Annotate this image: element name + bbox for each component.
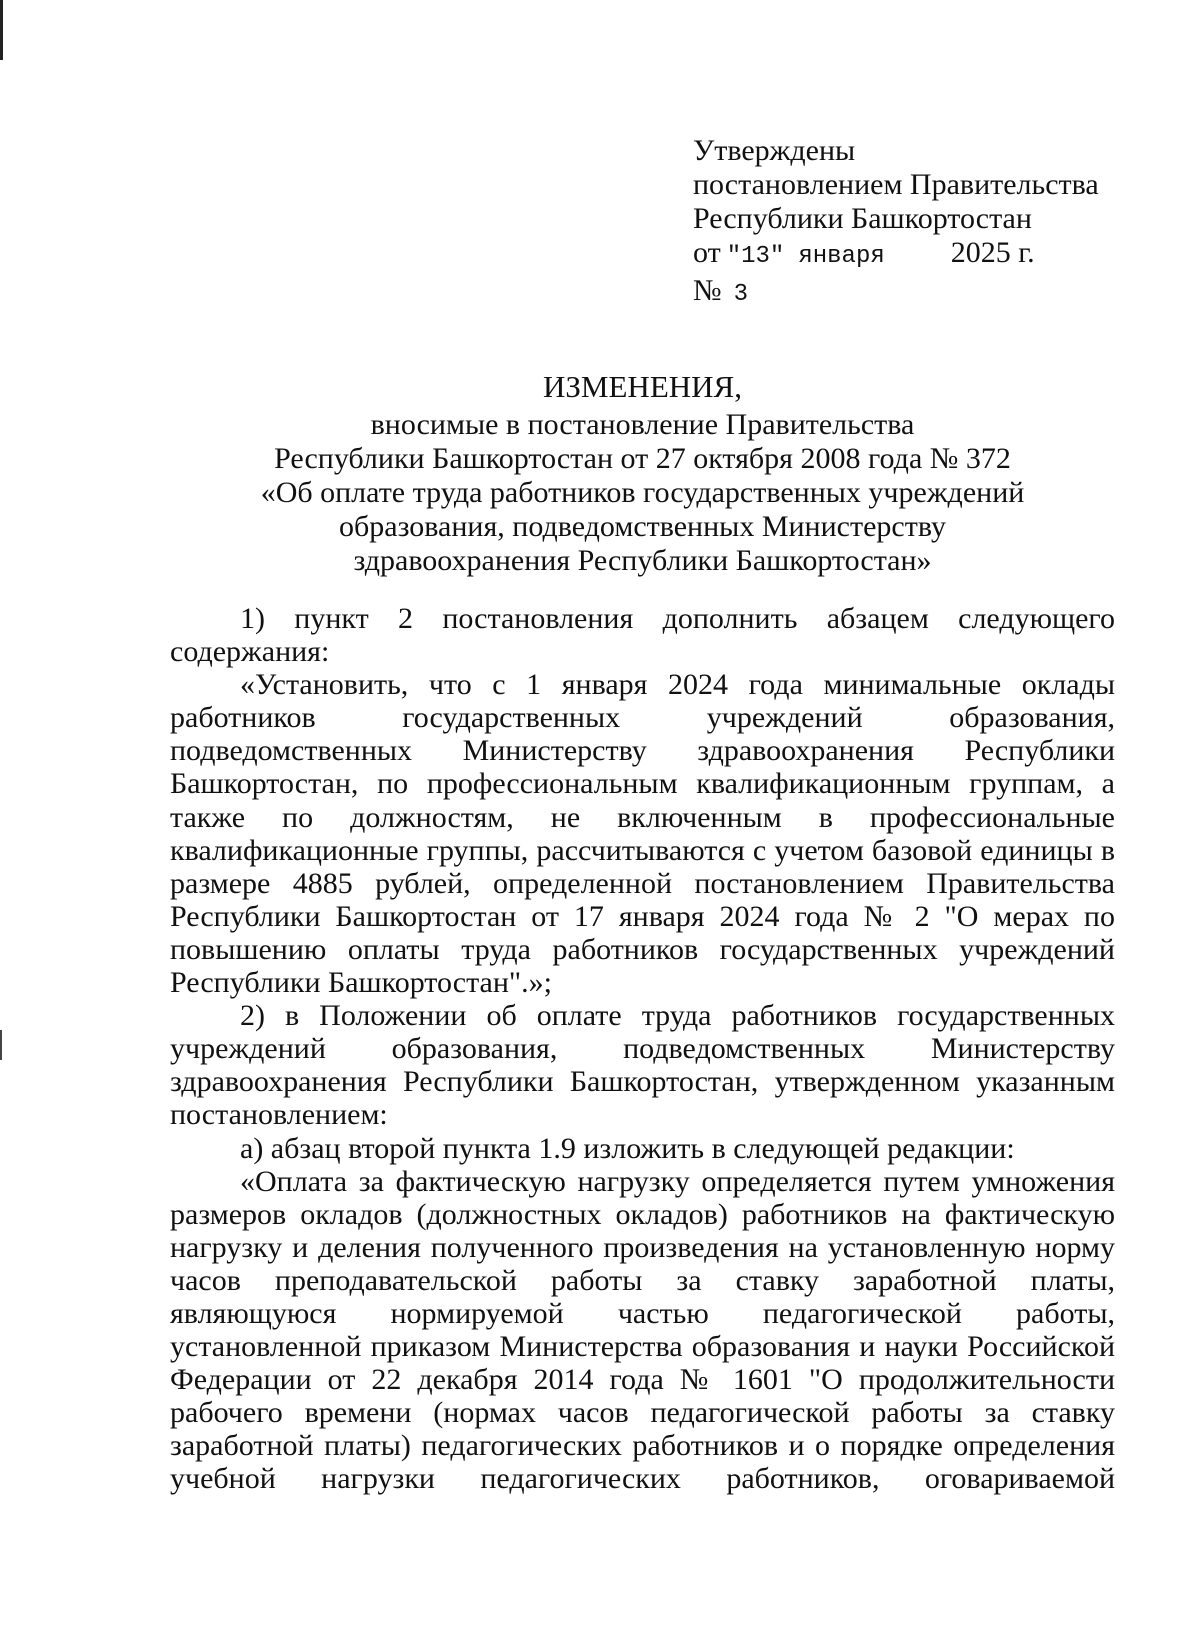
title-heading: ИЗМЕНЕНИЯ, — [543, 369, 742, 404]
body-paragraph: 2) в Положении об оплате труда работников государственных учреждений образования, подведомственных Министерству здравоохранения Республики Башкортостан, утвержденном указанным постановлением: — [170, 999, 1115, 1132]
date-day: "13" — [726, 243, 785, 270]
approval-line: Утверждены — [693, 134, 856, 167]
number-prefix: № — [693, 274, 722, 307]
document-body — [170, 602, 1115, 1496]
title-line: вносимые в постановление Правительства — [370, 408, 915, 441]
title-line: «Об оплате труда работников государственных учреждений — [260, 476, 1025, 509]
approval-stamp-block — [693, 134, 1099, 312]
title-line: образования, подведомственных Министерству — [339, 510, 946, 543]
title-line: здравоохранения Республики Башкортостан» — [353, 544, 932, 577]
date-month: января — [798, 243, 885, 270]
number-value: 3 — [733, 281, 749, 308]
approval-line: постановлением Правительства — [693, 168, 1099, 201]
date-prefix: от — [693, 236, 721, 269]
document-title — [170, 368, 1115, 578]
body-paragraph: а) абзац второй пункта 1.9 изложить в следующей редакции: — [240, 1131, 1015, 1165]
approval-date — [693, 236, 1099, 274]
body-paragraph: «Оплата за фактическую нагрузку определяется путем умножения размеров окладов (должностных окладов) работников на фактическую нагрузку и деления полученного произведения на установленную норму часов преподавательской работы за ставку заработной платы, являющуюся нормируемой частью педагогической работы, установленной приказом Министерства образования и науки Российской Федерации от 22 декабря 2014 года № 1601 "О продолжительности рабочего времени (нормах часов педагогической работы за ставку заработной платы) педагогических работников и о порядке определения учебной нагрузки педагогических работников, оговариваемой — [170, 1164, 1115, 1496]
scan-edge-mark — [0, 1030, 2, 1060]
body-paragraph: 1) пункт 2 постановления дополнить абзацем следующего содержания: — [170, 602, 1115, 669]
approval-number — [693, 274, 1099, 312]
scan-edge-mark — [0, 0, 3, 60]
title-line: Республики Башкортостан от 27 октября 2008 года № 372 — [274, 442, 1011, 475]
body-paragraph: «Установить, что с 1 января 2024 года минимальные оклады работников государственных учреждений образования, подведомственных Министерству здравоохранения Республики Башкортостан, по профессиональным квалификационным группам, а также по должностям, не включенным в профессиональные квалификационные группы, рассчитываются с учетом базовой единицы в размере 4885 рублей, определенной постановлением Правительства Республики Башкортостан от 17 января 2024 года № 2 "О мерах по повышению оплаты труда работников государственных учреждений Республики Башкортостан".»; — [170, 668, 1115, 1000]
date-year: 2025 г. — [950, 236, 1035, 269]
approval-line: Республики Башкортостан — [693, 202, 1032, 235]
